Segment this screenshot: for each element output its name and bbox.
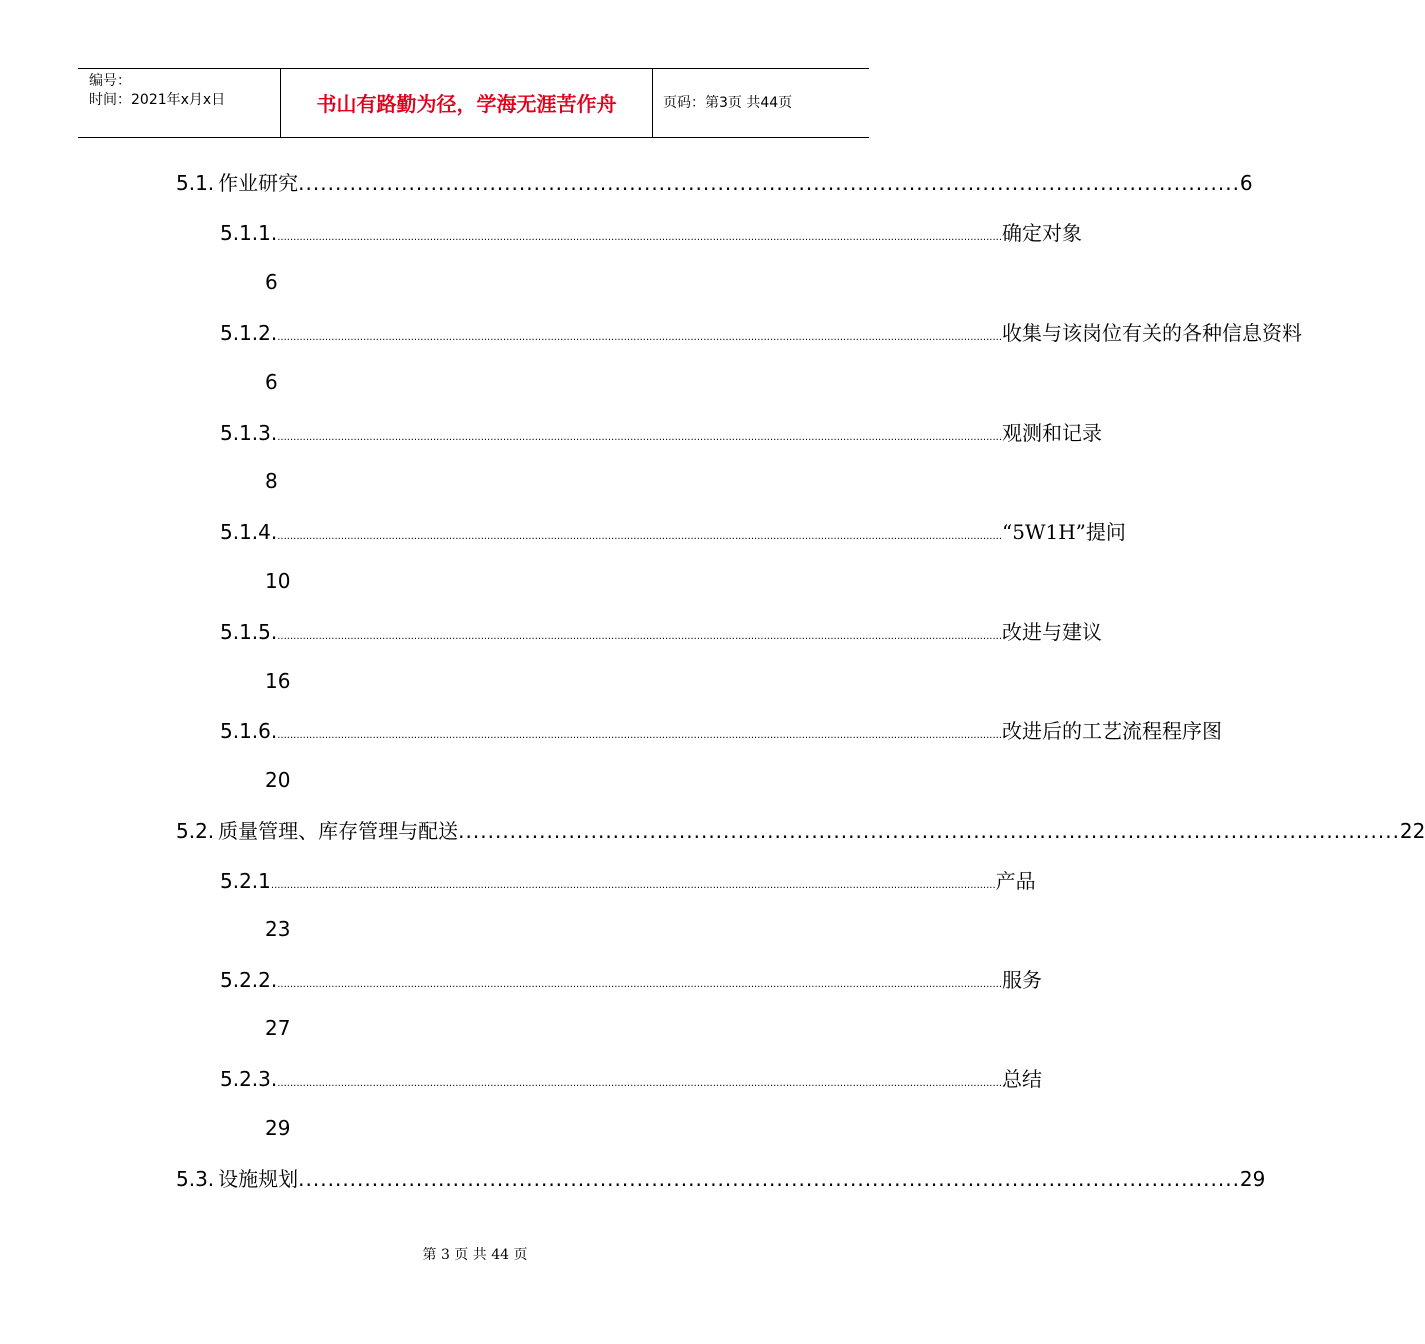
toc-entry-title: 服务 bbox=[1002, 968, 1042, 992]
header-page-cell bbox=[653, 69, 869, 137]
toc-entry-number: 5.1.1. bbox=[220, 221, 278, 245]
header-info-cell bbox=[78, 69, 281, 137]
toc-entry[interactable] bbox=[176, 816, 1425, 846]
toc-leader-dots: ................................................................................................................................ bbox=[298, 171, 1240, 195]
toc-entry-title: 质量管理、库存管理与配送 bbox=[218, 819, 459, 843]
header-motto-cell bbox=[281, 69, 653, 137]
toc-entry[interactable] bbox=[176, 168, 1253, 198]
toc-leader-dots: .................................................................................................................................................................................................................................... bbox=[277, 631, 1002, 642]
header-page-info: 页码：第3页 共44页 bbox=[663, 95, 793, 111]
toc-entry-number: 5.1.4. bbox=[220, 520, 278, 544]
toc-leader-dots: .................................................................................................................................................................................................................................... bbox=[277, 332, 1002, 343]
toc-leader-dots: .................................................................................................................................................................................................................................... bbox=[277, 730, 1002, 741]
toc-entry[interactable] bbox=[220, 716, 1222, 746]
toc-entry[interactable] bbox=[176, 1164, 1266, 1194]
page-footer: 第 3 页 共 44 页 bbox=[422, 1247, 528, 1263]
toc-entry-page: 6 bbox=[265, 270, 278, 294]
toc-entry[interactable] bbox=[220, 617, 1102, 647]
toc-entry-page: 10 bbox=[265, 569, 291, 593]
toc-entry-page: 27 bbox=[265, 1016, 291, 1040]
document-time-label: 时间：2021年x月x日 bbox=[89, 92, 226, 108]
toc-leader-dots: ................................................................................................................................ bbox=[298, 1167, 1240, 1191]
toc-entry-title: 作业研究 bbox=[218, 171, 299, 195]
toc-entry-number: 5.1.5. bbox=[220, 620, 278, 644]
toc-entry-number: 5.2.2. bbox=[220, 968, 278, 992]
toc-entry-page: 20 bbox=[265, 768, 291, 792]
toc-entry[interactable] bbox=[220, 218, 1082, 248]
toc-entry-title: 确定对象 bbox=[1002, 221, 1082, 245]
toc-leader-dots: .................................................................................................................................................................................................................................... bbox=[277, 432, 1002, 443]
toc-entry-title: 改进与建议 bbox=[1002, 620, 1102, 644]
toc-entry-page: 22 bbox=[1399, 819, 1425, 843]
toc-entry-number: 5.1.3. bbox=[220, 421, 278, 445]
document-number-label: 编号： bbox=[89, 73, 131, 89]
page-header bbox=[78, 68, 869, 138]
toc-entry-number: 5.2. bbox=[176, 819, 215, 843]
toc-entry-number: 5.1.6. bbox=[220, 719, 278, 743]
toc-entry-title: 收集与该岗位有关的各种信息资料 bbox=[1002, 321, 1302, 345]
toc-entry-page: 23 bbox=[265, 917, 291, 941]
toc-leader-dots: .................................................................................................................................................................................................................................... bbox=[277, 531, 1002, 542]
toc-entry-title: 观测和记录 bbox=[1002, 421, 1102, 445]
toc-entry[interactable] bbox=[220, 1064, 1042, 1094]
toc-leader-dots: .................................................................................................................................................................................................................................... bbox=[277, 979, 1002, 990]
toc-entry-number: 5.3. bbox=[176, 1167, 215, 1191]
toc-entry-page: 8 bbox=[265, 469, 278, 493]
toc-entry-title: 产品 bbox=[995, 869, 1036, 893]
toc-entry[interactable] bbox=[220, 517, 1126, 547]
toc-leader-dots: .................................................................................................................................................................................................................................... bbox=[277, 1078, 1002, 1089]
toc-entry[interactable] bbox=[220, 965, 1042, 995]
toc-entry-title: 设施规划 bbox=[218, 1167, 299, 1191]
toc-entry-title: 改进后的工艺流程程序图 bbox=[1002, 719, 1222, 743]
toc-leader-dots: ................................................................................................................................ bbox=[458, 819, 1400, 843]
toc-entry-title: 总结 bbox=[1002, 1067, 1042, 1091]
toc-entry-number: 5.1. bbox=[176, 171, 215, 195]
toc-entry-number: 5.2.1 bbox=[220, 869, 271, 893]
toc-entry[interactable] bbox=[220, 418, 1102, 448]
toc-entry[interactable] bbox=[220, 318, 1302, 348]
toc-entry-title: “5W1H”提问 bbox=[1002, 520, 1126, 544]
toc-entry[interactable] bbox=[220, 866, 1036, 896]
header-motto: 书山有路勤为径，学海无涯苦作舟 bbox=[316, 92, 617, 116]
toc-leader-dots: .................................................................................................................................................................................................................................... bbox=[277, 232, 1002, 243]
toc-entry-page: 6 bbox=[1239, 171, 1253, 195]
toc-entry-page: 29 bbox=[1239, 1167, 1266, 1191]
toc-entry-number: 5.2.3. bbox=[220, 1067, 278, 1091]
toc-leader-dots: .................................................................................................................................................................................................................................... bbox=[270, 880, 996, 891]
toc-entry-page: 16 bbox=[265, 669, 291, 693]
toc-entry-number: 5.1.2. bbox=[220, 321, 278, 345]
toc-entry-page: 6 bbox=[265, 370, 278, 394]
toc-entry-page: 29 bbox=[265, 1116, 291, 1140]
